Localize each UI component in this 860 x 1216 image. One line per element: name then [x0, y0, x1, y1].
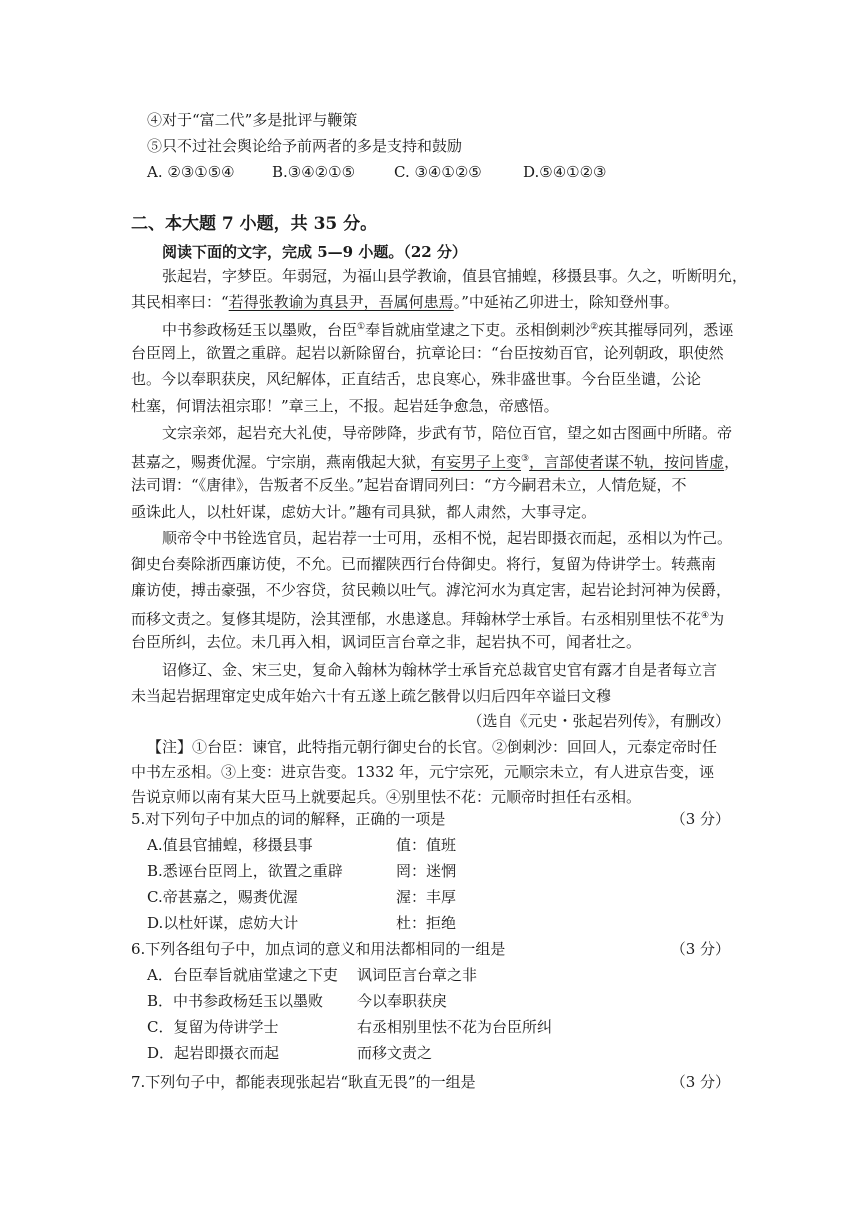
- passage-line: [131, 449, 739, 472]
- question-7-stem: 7.下列句子中，都能表现张起岩“耿直无畏”的一组是: [131, 1073, 476, 1091]
- question-7-score: （3 分）: [670, 1073, 730, 1091]
- underlined-sentence: 有妄男子上变: [431, 453, 522, 471]
- q5-option-c: C.帝甚嘉之，赐赉优渥: [147, 888, 298, 906]
- text-span: 其民相率曰：“: [131, 293, 229, 311]
- underlined-sentence: 若得张教谕为真县尹，吾属何患焉: [228, 293, 454, 311]
- question-5-stem: 5.对下列句子中加点的词的解释，正确的一项是: [131, 810, 446, 828]
- passage-line: 也。今以奉职获戾，风纪解体，正直结舌，忠良寒心，殊非盛世事。今台臣坐谴，公论: [131, 370, 702, 388]
- section-heading: 二、本大题 7 小题，共 35 分。: [131, 214, 378, 234]
- q5-gloss-d: 杜：拒绝: [396, 914, 457, 932]
- q6-option-a-left: A．台臣奉旨就庙堂逮之下吏: [147, 966, 338, 984]
- q6-option-d-left: D．起岩即摄衣而起: [147, 1044, 280, 1062]
- q6-option-c-left: C．复留为侍讲学士: [147, 1018, 279, 1036]
- choice-a: A. ②③①⑤④: [147, 163, 235, 181]
- passage-line: [131, 606, 724, 629]
- passage-line: 廉访使，搏击豪强，不少容贷，贫民赖以吐气。滹沱河水为真定害，起岩论封河神为侯爵，: [131, 581, 732, 599]
- q5-gloss-a: 值：值班: [396, 836, 457, 854]
- passage-line: 文宗亲郊，起岩充大礼使，导帝陟降，步武有节，陪位百官，望之如古图画中所睹。帝: [162, 424, 733, 442]
- text-span: 甚嘉之，赐赉优渥。宁宗崩，燕南俄起大狱，: [131, 453, 432, 471]
- question-6-score: （3 分）: [670, 940, 730, 958]
- passage-line: [162, 317, 733, 340]
- passage-line: 台臣罔上，欲置之重辟。起岩以新除留台，抗章论曰：“台臣按劾百官，论列朝政，职使然: [131, 344, 724, 362]
- passage-line: [131, 292, 679, 312]
- passage-line: 御史台奏除浙西廉访使，不允。已而擢陕西行台侍御史。将行，复留为侍讲学士。转燕南: [131, 555, 717, 573]
- note-line: 中书左丞相。③上变：进京告变。1332 年，元宁宗死，元顺宗未立，有人进京告变，诬: [131, 763, 714, 781]
- text-span: 为: [709, 610, 725, 628]
- q5-option-b: B.悉诬台臣罔上，欲置之重辟: [147, 862, 343, 880]
- text-span: 疾其摧辱同列，悉诬: [598, 321, 734, 339]
- note-line: 【注】①台臣：谏官，此特指元朝行御史台的长官。②倒刺沙：回回人，元泰定帝时任: [147, 738, 718, 756]
- question-5-score: （3 分）: [670, 810, 730, 828]
- option-line-4: ④对于“富二代”多是批评与鞭策: [147, 111, 358, 129]
- text-span: ，: [724, 453, 740, 471]
- note-line: 告说京师以南有某大臣马上就要起兵。④别里怯不花：元顺帝时担任右丞相。: [131, 788, 642, 806]
- text-span: 中书参政杨廷玉以墨败，台臣: [162, 321, 358, 339]
- passage-line: 杜塞，何谓法祖宗耶！”章三上，不报。起岩廷争愈急，帝感悟。: [131, 397, 559, 415]
- passage-line: 诏修辽、金、宋三史，复命入翰林为翰林学士承旨充总裁官史官有露才自是者每立言: [162, 661, 718, 679]
- q5-option-a: A.值县官捕蝗，移摄县事: [147, 836, 313, 854]
- passage-line: 未当起岩据理窜定史成年始六十有五遂上疏乞骸骨以归后四年卒谥曰文穆: [131, 687, 612, 705]
- q5-option-d: D.以杜奸谋，虑妨大计: [147, 914, 299, 932]
- text-span: 。”中延祐乙卯进士，除知登州事。: [453, 293, 679, 311]
- footnote-mark: ②: [590, 322, 599, 332]
- choice-d: D.⑤④①②③: [523, 163, 607, 181]
- q6-option-c-right: 右丞相别里怯不花为台臣所纠: [357, 1018, 553, 1036]
- passage-line: 台臣所纠，去位。未几再入相，讽词臣言台章之非，起岩执不可，闻者壮之。: [131, 633, 642, 651]
- underlined-sentence: ，言部使者谋不轨，按问皆虚: [529, 453, 725, 471]
- passage-source: （选自《元史・张起岩列传》，有删改）: [467, 712, 730, 730]
- q6-option-b-right: 今以奉职获戾: [357, 992, 448, 1010]
- choice-b: B.③④②①⑤: [272, 163, 356, 181]
- section-instruction: 阅读下面的文字，完成 5—9 小题。（22 分）: [162, 243, 467, 261]
- q6-option-b-left: B．中书参政杨廷玉以墨败: [147, 992, 324, 1010]
- passage-line: 顺帝令中书铨选官员，起岩荐一士可用，丞相不悦，起岩即摄衣而起，丞相以为忤己。: [162, 529, 733, 547]
- footnote-mark: ①: [357, 322, 366, 332]
- q5-gloss-b: 罔：迷惘: [396, 862, 457, 880]
- text-span: 而移文责之。复修其堤防，浍其湮郁，水患遂息。拜翰林学士承旨。右丞相别里怯不花: [131, 610, 702, 628]
- choice-c: C. ③④①②⑤: [394, 163, 482, 181]
- q5-gloss-c: 渥：丰厚: [396, 888, 457, 906]
- footnote-mark: ④: [701, 611, 710, 621]
- text-span: 奉旨就庙堂逮之下吏。丞相倒刺沙: [365, 321, 591, 339]
- q6-option-d-right: 而移文责之: [357, 1044, 433, 1062]
- passage-line: 张起岩，字梦臣。年弱冠，为福山县学教谕，值县官捕蝗，移摄县事。久之，听断明允，: [162, 267, 748, 285]
- passage-line: 法司谓：“《唐律》，告叛者不反坐。”起岩奋谓同列曰：“方今嗣君未立，人情危疑，不: [131, 476, 687, 494]
- option-line-5: ⑤只不过社会舆论给予前两者的多是支持和鼓励: [147, 137, 463, 155]
- passage-line: 亟诛此人，以杜奸谋，虑妨大计。”趣有司具狱，都人肃然，大事寻定。: [131, 503, 597, 521]
- footnote-mark: ③: [521, 454, 530, 464]
- question-6-stem: 6.下列各组句子中，加点词的意义和用法都相同的一组是: [131, 940, 506, 958]
- q6-option-a-right: 讽词臣言台章之非: [357, 966, 478, 984]
